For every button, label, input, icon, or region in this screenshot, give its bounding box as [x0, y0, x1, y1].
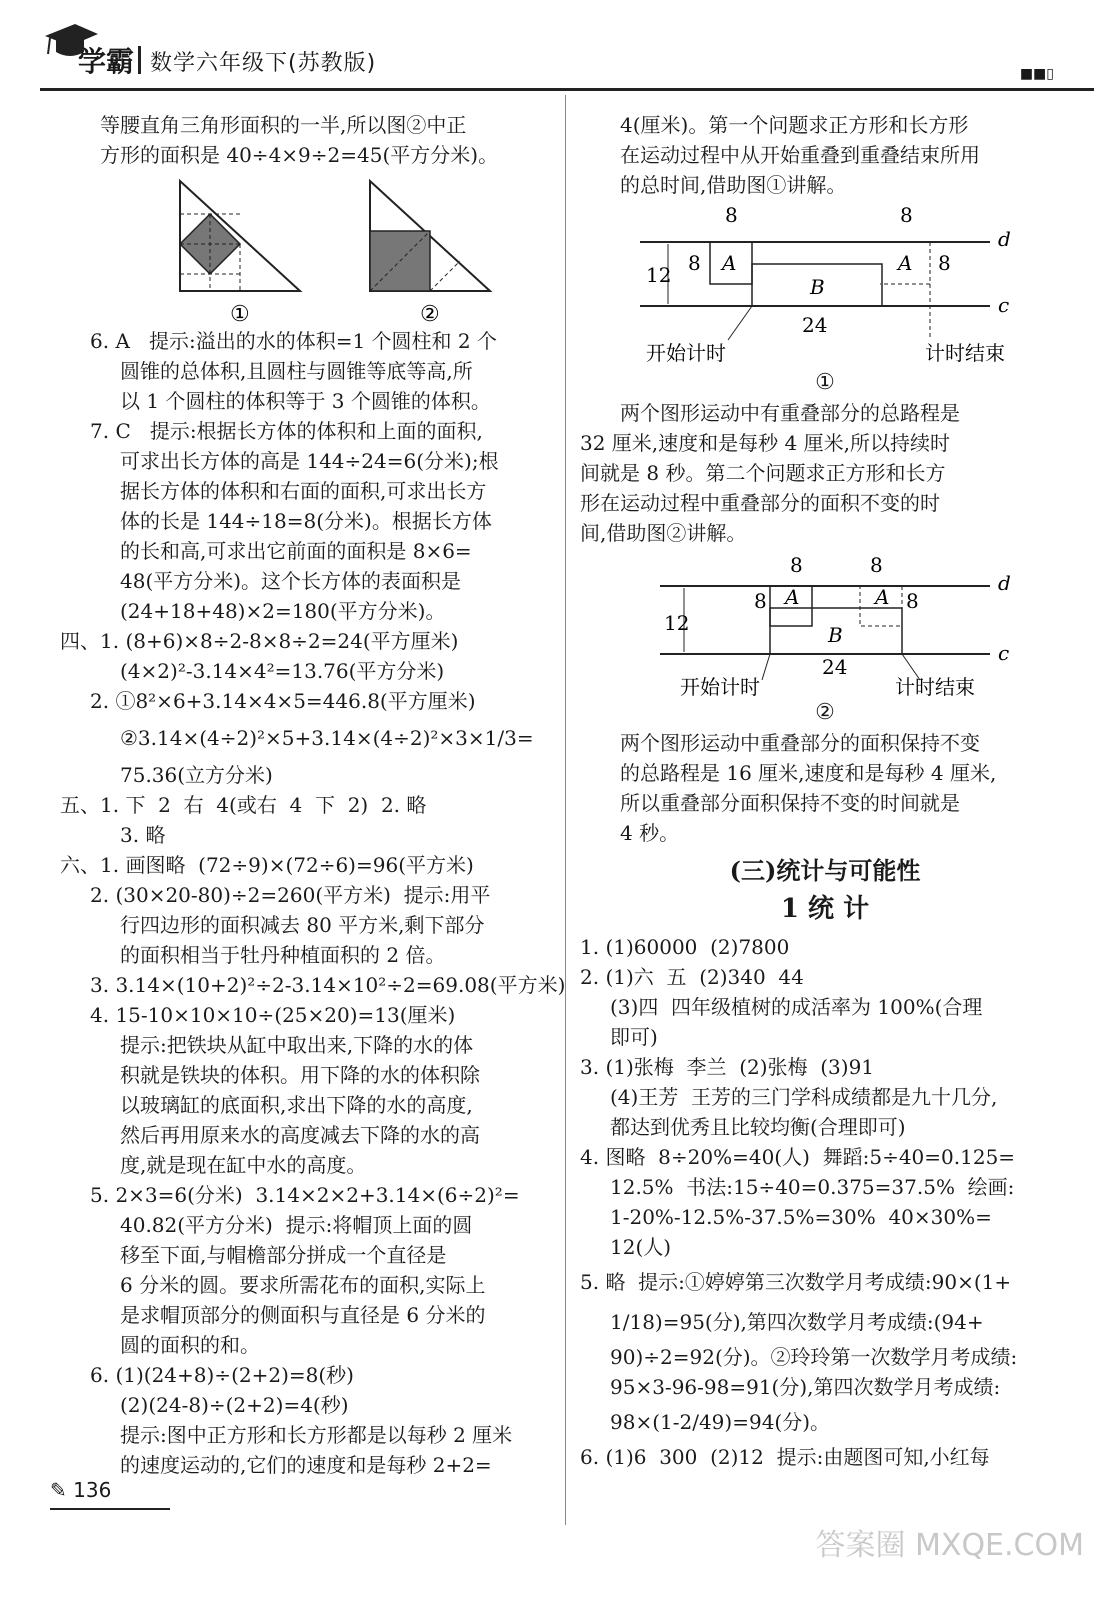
text-line: 32 厘米,速度和是每秒 4 厘米,所以持续时 — [580, 431, 950, 455]
answer-line: 6. (1)6 300 (2)12 提示:由题图可知,小红每 — [580, 1445, 990, 1469]
answer-line: 圆锥的总体积,且圆柱与圆锥等底等高,所 — [120, 359, 473, 383]
text-line: 等腰直角三角形面积的一半,所以图②中正 — [100, 113, 467, 137]
answer-line: 可求出长方体的高是 144÷24=6(分米);根 — [120, 449, 499, 473]
answer-line: 即可) — [610, 1025, 658, 1049]
answer-line: 的长和高,可求出它前面的面积是 8×6= — [120, 539, 472, 563]
figure-label: ② — [420, 302, 440, 326]
label: 开始计时 — [646, 341, 726, 365]
answer-line: 据长方体的体积和右面的面积,可求出长方 — [120, 479, 487, 503]
motion-diagram-1 — [580, 200, 1070, 368]
label: A — [785, 585, 800, 609]
text-line: 两个图形运动中重叠部分的面积保持不变 — [620, 731, 980, 755]
answer-line: 五、1. 下 2 右 4(或右 4 下 2) 2. 略 — [60, 793, 427, 817]
label: 计时结束 — [895, 675, 975, 698]
answer-line: 98×(1-2/49)=94(分)。 — [610, 1410, 831, 1434]
answer-line: 3. 3.14×(10+2)²÷2-3.14×10²÷2=69.08(平方米) — [90, 973, 566, 997]
label: 8 — [900, 203, 913, 227]
answer-line: 然后再用原来水的高度减去下降的水的高 — [120, 1123, 480, 1147]
label: c — [998, 641, 1010, 665]
motion-diagram-2 — [580, 548, 1070, 698]
answer-line: 体的长是 144÷18=8(分米)。根据长方体 — [120, 509, 492, 533]
answer-line: 6. A 提示:溢出的水的体积=1 个圆柱和 2 个 — [90, 329, 497, 353]
answer-line: 5. 2×3=6(分米) 3.14×2×2+3.14×(6÷2)²= — [90, 1183, 520, 1207]
label: 12 — [664, 611, 690, 635]
answer-line: 6 分米的圆。要求所需花布的面积,实际上 — [120, 1273, 486, 1297]
answer-line: 1/18)=95(分),第四次数学月考成绩:(94+ — [610, 1310, 984, 1334]
text-line: 形在运动过程中重叠部分的面积不变的时 — [580, 491, 940, 515]
answer-line: 是求帽顶部分的侧面积与直径是 6 分米的 — [120, 1303, 486, 1327]
brand-title: 学霸 — [78, 45, 135, 78]
footer-rule — [50, 1508, 170, 1510]
column-divider — [565, 95, 566, 1525]
pencil-icon: ✎ — [50, 1478, 67, 1502]
label: 8 — [870, 553, 883, 577]
answer-line: 5. 略 提示:①婷婷第三次数学月考成绩:90×(1+ — [580, 1270, 1012, 1294]
answer-line: 12(人) — [610, 1235, 672, 1259]
label: 8 — [725, 203, 738, 227]
book-title: 数学六年级下(苏教版) — [150, 51, 377, 76]
label: A — [722, 251, 737, 275]
text-line: 间,借助图②讲解。 — [580, 521, 747, 545]
label: A — [875, 585, 890, 609]
header-separator — [138, 46, 141, 74]
answer-line: 90)÷2=92(分)。②玲玲第一次数学月考成绩: — [610, 1345, 1018, 1369]
label: 开始计时 — [680, 675, 760, 698]
answer-line: (2)(24-8)÷(2+2)=4(秒) — [120, 1393, 349, 1417]
label: d — [998, 571, 1011, 595]
answer-line: 4. 15-10×10×10÷(25×20)=13(厘米) — [90, 1003, 456, 1027]
figure-label: ① — [230, 302, 250, 326]
label: 8 — [790, 553, 803, 577]
text-line: 间就是 8 秒。第二个问题求正方形和长方 — [580, 461, 946, 485]
page-number-text: 136 — [73, 1478, 112, 1502]
label: B — [810, 275, 825, 299]
answer-line: 12.5% 书法:15÷40=0.375=37.5% 绘画: — [610, 1175, 1015, 1199]
label: B — [828, 623, 843, 647]
answer-line: 积就是铁块的体积。用下降的水的体积除 — [120, 1063, 480, 1087]
answer-line: 2. ①8²×6+3.14×4×5=446.8(平方厘米) — [90, 689, 476, 713]
answer-line: 95×3-96-98=91(分),第四次数学月考成绩: — [610, 1375, 1001, 1399]
figure-caption: ② — [815, 700, 835, 725]
answer-line: 7. C 提示:根据长方体的体积和上面的面积, — [90, 419, 483, 443]
page-number — [50, 1478, 111, 1502]
label: 8 — [938, 251, 951, 275]
answer-line: 度,就是现在缸中水的高度。 — [120, 1153, 367, 1177]
answer-line: 的面积相当于牡丹种植面积的 2 倍。 — [120, 943, 446, 967]
label: 8 — [688, 251, 701, 275]
answer-line: (4×2)²-3.14×4²=13.76(平方分米) — [120, 659, 445, 683]
answer-line: 移至下面,与帽檐部分拼成一个直径是 — [120, 1243, 447, 1267]
answer-line: ②3.14×(4÷2)²×5+3.14×(4÷2)²×3×1/3= — [120, 726, 534, 750]
left-column — [60, 110, 566, 1480]
text-line: 4(厘米)。第一个问题求正方形和长方形 — [620, 113, 969, 137]
answer-line: 1. (1)60000 (2)7800 — [580, 935, 790, 959]
text-line: 方形的面积是 40÷4×9÷2=45(平方分米)。 — [100, 143, 499, 167]
label: 12 — [646, 263, 672, 287]
text-line: 4 秒。 — [620, 821, 680, 845]
label: 24 — [802, 313, 828, 337]
answer-line: 行四边形的面积减去 80 平方米,剩下部分 — [120, 913, 485, 937]
answer-line: 75.36(立方分米) — [120, 763, 273, 787]
answer-line: 2. (30×20-80)÷2=260(平方米) 提示:用平 — [90, 883, 491, 907]
text-line: 的总路程是 16 厘米,速度和是每秒 4 厘米, — [620, 761, 997, 785]
figure-caption: ① — [815, 370, 835, 395]
answer-line: 4. 图略 8÷20%=40(人) 舞蹈:5÷40=0.125= — [580, 1145, 1016, 1169]
answer-line: 提示:图中正方形和长方形都是以每秒 2 厘米 — [120, 1423, 513, 1447]
answer-line: 1-20%-12.5%-37.5%=30% 40×30%= — [610, 1205, 992, 1229]
label: c — [998, 293, 1010, 317]
text-line: 的总时间,借助图①讲解。 — [620, 173, 847, 197]
section-heading: (三)统计与可能性 — [729, 856, 921, 885]
answer-line: 40.82(平方分米) 提示:将帽顶上面的圆 — [120, 1213, 473, 1237]
answer-line: 48(平方分米)。这个长方体的表面积是 — [120, 569, 462, 593]
header-rule — [40, 88, 1094, 91]
answer-line: 提示:把铁块从缸中取出来,下降的水的体 — [120, 1033, 474, 1057]
label: A — [898, 251, 913, 275]
answer-line: 3. (1)张梅 李兰 (2)张梅 (3)91 — [580, 1055, 875, 1079]
answer-line: 都达到优秀且比较均衡(合理即可) — [610, 1115, 906, 1139]
text-line: 在运动过程中从开始重叠到重叠结束所用 — [620, 143, 980, 167]
header-marks: ■■▯ — [1019, 66, 1054, 82]
label: 8 — [754, 589, 767, 613]
label: d — [998, 227, 1011, 251]
label: 计时结束 — [925, 341, 1005, 365]
answer-line: 以玻璃缸的底面积,求出下降的水的高度, — [120, 1093, 473, 1117]
right-column — [580, 110, 1070, 1472]
answer-line: 圆的面积的和。 — [120, 1333, 260, 1357]
answer-line: (3)四 四年级植树的成活率为 100%(合理 — [610, 995, 983, 1019]
text-line: 两个图形运动中有重叠部分的总路程是 — [620, 401, 960, 425]
answer-line: (24+18+48)×2=180(平方分米)。 — [120, 599, 446, 623]
answer-line: 六、1. 画图略 (72÷9)×(72÷6)=96(平方米) — [60, 853, 474, 877]
answer-line: 四、1. (8+6)×8÷2-8×8÷2=24(平方厘米) — [60, 629, 459, 653]
label: 24 — [822, 655, 848, 679]
answer-line: 2. (1)六 五 (2)340 44 — [580, 965, 804, 989]
answer-line: 6. (1)(24+8)÷(2+2)=8(秒) — [90, 1363, 354, 1387]
triangle-figures — [60, 176, 550, 326]
subsection-heading: 1 统 计 — [780, 894, 870, 924]
answer-line: (4)王芳 王芳的三门学科成绩都是九十几分, — [610, 1085, 998, 1109]
label: 8 — [906, 589, 919, 613]
watermark-logo: 答案圈 MXQE.COM — [815, 1528, 1084, 1563]
answer-line: 3. 略 — [120, 823, 166, 847]
answer-line: 的速度运动的,它们的速度和是每秒 2+2= — [120, 1453, 492, 1477]
answer-line: 以 1 个圆柱的体积等于 3 个圆锥的体积。 — [120, 389, 491, 413]
text-line: 所以重叠部分面积保持不变的时间就是 — [620, 791, 960, 815]
